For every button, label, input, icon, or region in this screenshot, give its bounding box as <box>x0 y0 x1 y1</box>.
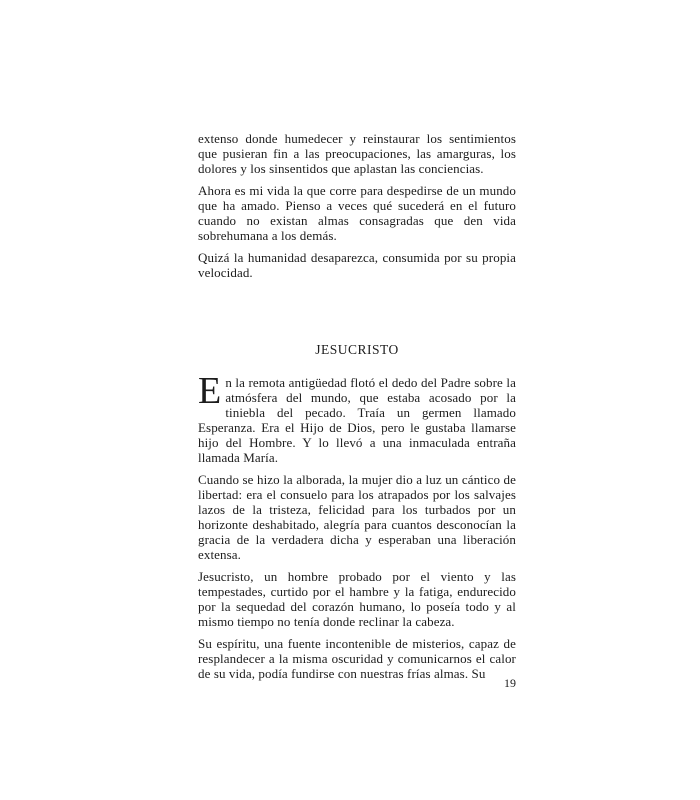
body-paragraph: Cuando se hizo la alborada, la mujer dio a luz un cántico de libertad: era el consuelo para los atrapados por los salvajes lazos de la tristeza, felicidad para los turbados por un horizonte deshabitado, alegría para cuantos desconocían la gracia de la verdadera dicha y esperaban una liberación extensa. <box>198 472 516 562</box>
body-paragraph: Quizá la humanidad desaparezca, consumida por su propia velocidad. <box>198 250 516 280</box>
body-paragraph: extenso donde humedecer y reinstaurar los sentimientos que pusieran fin a las preocupaciones, las amarguras, los dolores y los sinsentidos que aplastan las conciencias. <box>198 131 516 176</box>
body-paragraph: Ahora es mi vida la que corre para despedirse de un mundo que ha amado. Pienso a veces qué sucederá en el futuro cuando no existan almas consagradas que den vida sobrehumana a los demás. <box>198 183 516 243</box>
dropcap-paragraph-text: n la remota antigüedad flotó el dedo del Padre sobre la atmósfera del mundo, que estaba acosado por la tiniebla del pecado. Traía un germen llamado Esperanza. Era el Hijo de Dios, pero le gustaba llamarse hijo del Hombre. Y lo llevó a una inmaculada entraña llamada María. <box>198 375 516 465</box>
text-column <box>198 131 516 688</box>
drop-cap-letter: E <box>198 370 222 412</box>
body-paragraph: Jesucristo, un hombre probado por el viento y las tempestades, curtido por el hambre y la fatiga, endurecido por la sequedad del corazón humano, lo poseía todo y al mismo tiempo no tenía donde reclinar la cabeza. <box>198 569 516 629</box>
chapter-heading: JESUCRISTO <box>315 342 399 357</box>
page-number: 19 <box>504 676 516 690</box>
body-paragraph: Su espíritu, una fuente incontenible de misterios, capaz de resplandecer a la misma oscuridad y comunicarnos el calor de su vida, podía fundirse con nuestras frías almas. Su <box>198 636 516 681</box>
body-paragraph-dropcap <box>198 370 516 465</box>
